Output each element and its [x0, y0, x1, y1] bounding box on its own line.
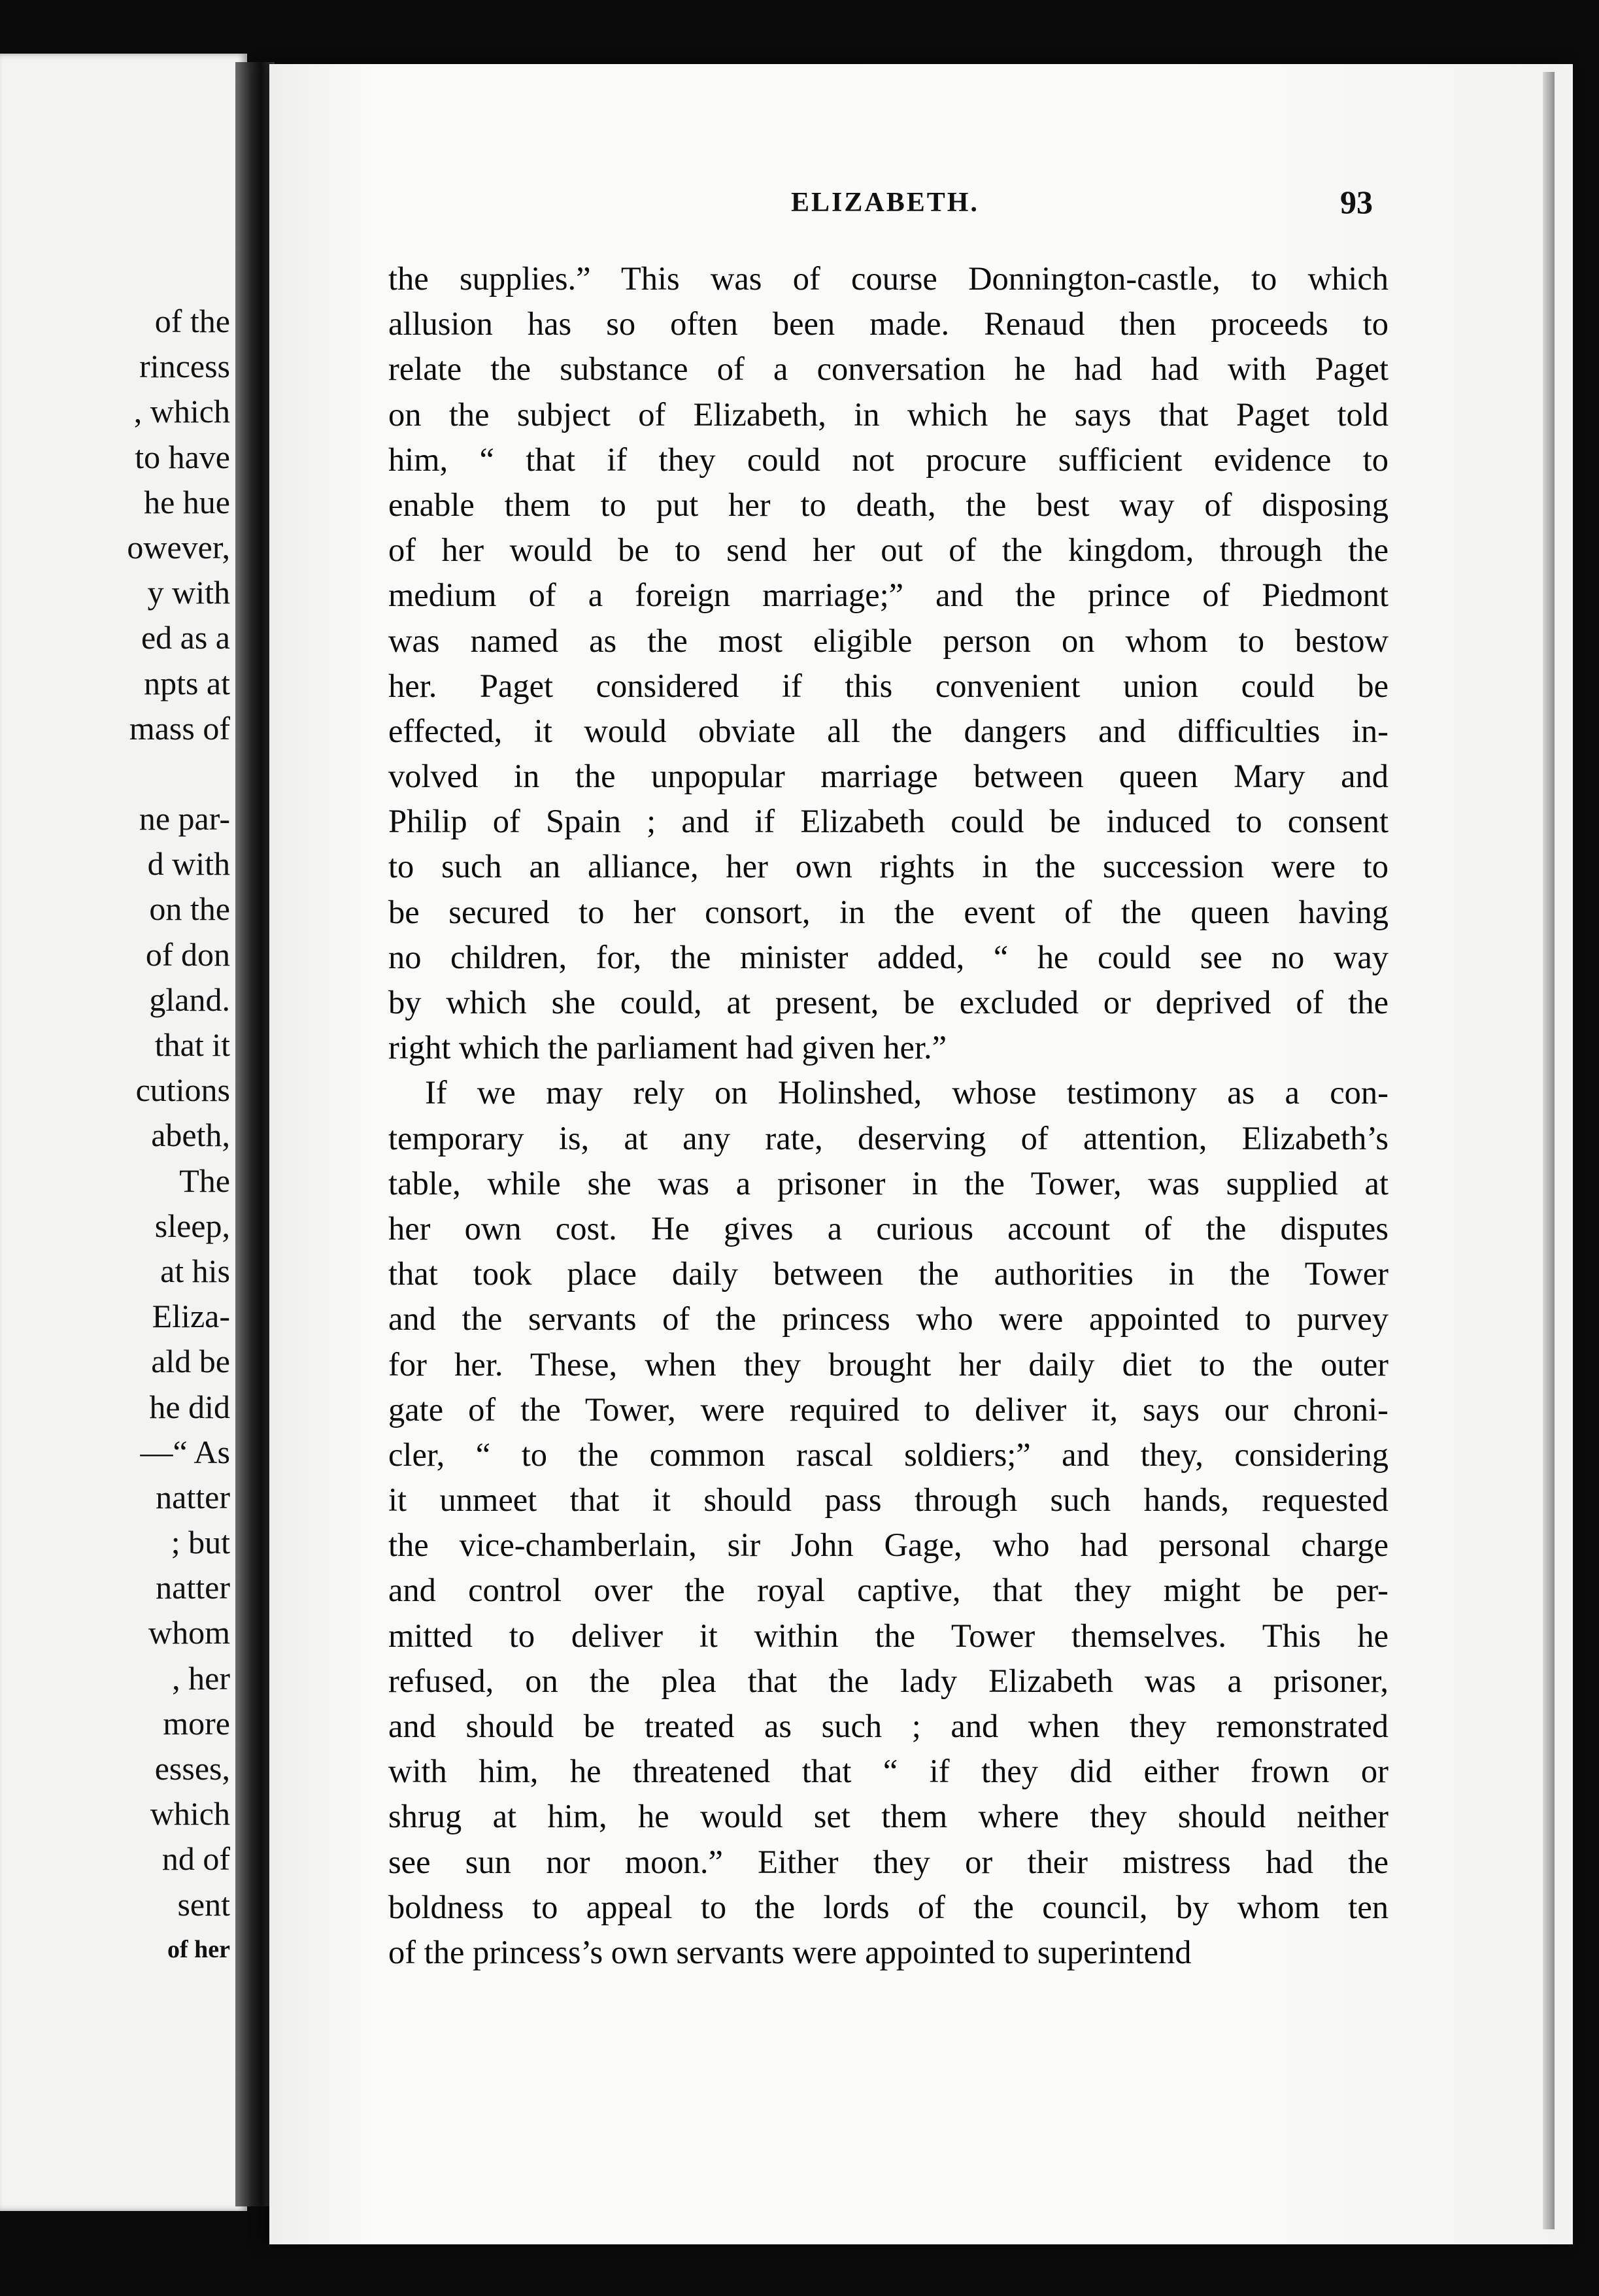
left-text-line: owever,: [127, 528, 230, 566]
running-head: ELIZABETH.: [791, 188, 979, 218]
left-text-line: abeth,: [151, 1117, 230, 1154]
text-line: for her. These, when they brought her daily diet to the outer: [388, 1345, 1389, 1383]
left-text-line: —“ As: [140, 1433, 230, 1470]
text-line: mitted to deliver it within the Tower themselves. This he: [388, 1617, 1389, 1654]
left-text-line: sent: [177, 1885, 230, 1923]
left-page-fragment: [0, 54, 247, 2211]
left-text-line: of the: [154, 303, 230, 339]
text-line: of her would be to send her out of the kingdom, through the: [388, 532, 1389, 569]
left-text-line: he hue: [144, 483, 230, 520]
left-text-line: ed as a: [141, 619, 230, 656]
text-line: by which she could, at present, be excluded or deprived of the: [388, 984, 1389, 1021]
text-line: that took place daily between the authorities in the Tower: [388, 1255, 1389, 1292]
text-line: If we may rely on Holinshed, whose testimony as a con-: [425, 1074, 1389, 1111]
text-line: was named as the most eligible person on whom to bestow: [388, 622, 1389, 659]
left-text-line: gland.: [149, 981, 230, 1018]
text-line: relate the substance of a conversation he had had with Paget: [388, 350, 1389, 388]
left-text-line: npts at: [144, 664, 230, 701]
left-text-line: ne par-: [139, 800, 230, 837]
left-text-line: [0, 751, 230, 796]
left-text-line: d with: [147, 845, 230, 883]
page-number: 93: [1340, 184, 1373, 220]
text-line: allusion has so often been made. Renaud then proceeds to: [388, 305, 1389, 343]
text-line: to such an alliance, her own rights in the succession were to: [388, 848, 1389, 885]
text-line: Philip of Spain ; and if Elizabeth could be induced to consent: [388, 803, 1389, 840]
text-line: right which the parliament had given her.”: [388, 1029, 947, 1066]
left-text-line: to have: [135, 438, 230, 475]
left-text-line: of don: [145, 936, 230, 973]
text-line: enable them to put her to death, the best way of disposing: [388, 486, 1389, 523]
text-line: cler, “ to the common rascal soldiers;” and they, considering: [388, 1436, 1389, 1473]
left-text-line: that it: [154, 1026, 230, 1063]
text-line: temporary is, at any rate, deserving of attention, Elizabeth’s: [388, 1119, 1389, 1156]
left-text-line: mass of: [129, 709, 230, 747]
left-text-line: on the: [149, 890, 230, 928]
text-line: volved in the unpopular marriage between queen Mary and: [388, 758, 1389, 795]
text-line: him, “ that if they could not procure sufficient evidence to: [388, 441, 1389, 478]
text-line: and should be treated as such ; and when they remonstrated: [388, 1708, 1389, 1744]
left-text-line: ; but: [171, 1524, 230, 1561]
text-line: table, while she was a prisoner in the Tower, was supplied at: [388, 1164, 1389, 1202]
page-edge: [1543, 72, 1555, 2229]
left-text-line: ald be: [151, 1343, 230, 1380]
text-line: shrug at him, he would set them where they should neither: [388, 1798, 1389, 1835]
text-line: and the servants of the princess who were appointed to purvey: [388, 1300, 1389, 1338]
left-text-line: which: [150, 1795, 230, 1832]
text-line: her own cost. He gives a curious account of the disputes: [388, 1209, 1389, 1247]
text-line: see sun nor moon.” Either they or their mistress had the: [388, 1843, 1389, 1880]
text-line: of the princess’s own servants were appointed to superintend: [388, 1933, 1192, 1970]
left-text-line: he did: [149, 1388, 230, 1425]
left-text-line: whom: [148, 1614, 230, 1651]
left-text-line: sleep,: [154, 1207, 230, 1244]
text-line: refused, on the plea that the lady Elizabeth was a prisoner,: [388, 1662, 1389, 1699]
text-line: the vice-chamberlain, sir John Gage, who had personal charge: [388, 1527, 1389, 1564]
left-text-line: more: [163, 1704, 230, 1742]
left-text-line: natter: [156, 1478, 230, 1515]
left-page-text: [0, 299, 230, 1972]
left-text-line: at his: [160, 1252, 230, 1289]
text-line: boldness to appeal to the lords of the council, by whom ten: [388, 1888, 1389, 1925]
left-text-line: natter: [156, 1569, 230, 1606]
left-text-line: esses,: [154, 1750, 230, 1787]
book-gutter: [235, 62, 275, 2206]
text-line: medium of a foreign marriage;” and the prince of Piedmont: [388, 577, 1389, 614]
text-line: the supplies.” This was of course Donnington-castle, to which: [388, 260, 1389, 297]
text-line: be secured to her consort, in the event of the queen having: [388, 893, 1389, 930]
left-text-line: The: [179, 1162, 230, 1199]
text-line: effected, it would obviate all the dangers and difficulties in-: [388, 712, 1389, 749]
text-line: her. Paget considered if this convenient union could be: [388, 667, 1389, 704]
left-text-line: of her: [167, 1935, 230, 1963]
body-text: [388, 256, 1389, 1975]
left-text-line: rincess: [139, 348, 230, 385]
left-text-line: , her: [172, 1659, 230, 1697]
text-line: it unmeet that it should pass through such hands, requested: [388, 1481, 1389, 1519]
text-line: no children, for, the minister added, “ he could see no way: [388, 938, 1389, 975]
text-line: and control over the royal captive, that they might be per-: [388, 1572, 1389, 1609]
left-text-line: , which: [133, 393, 230, 430]
text-line: with him, he threatened that “ if they did either frown or: [388, 1753, 1389, 1790]
left-text-line: nd of: [161, 1840, 230, 1878]
left-text-line: cutions: [135, 1072, 230, 1109]
left-text-line: Eliza-: [152, 1298, 230, 1335]
left-text-line: y with: [147, 574, 230, 611]
text-line: on the subject of Elizabeth, in which he says that Paget told: [388, 396, 1389, 433]
text-line: gate of the Tower, were required to deliver it, says our chroni-: [388, 1391, 1389, 1428]
